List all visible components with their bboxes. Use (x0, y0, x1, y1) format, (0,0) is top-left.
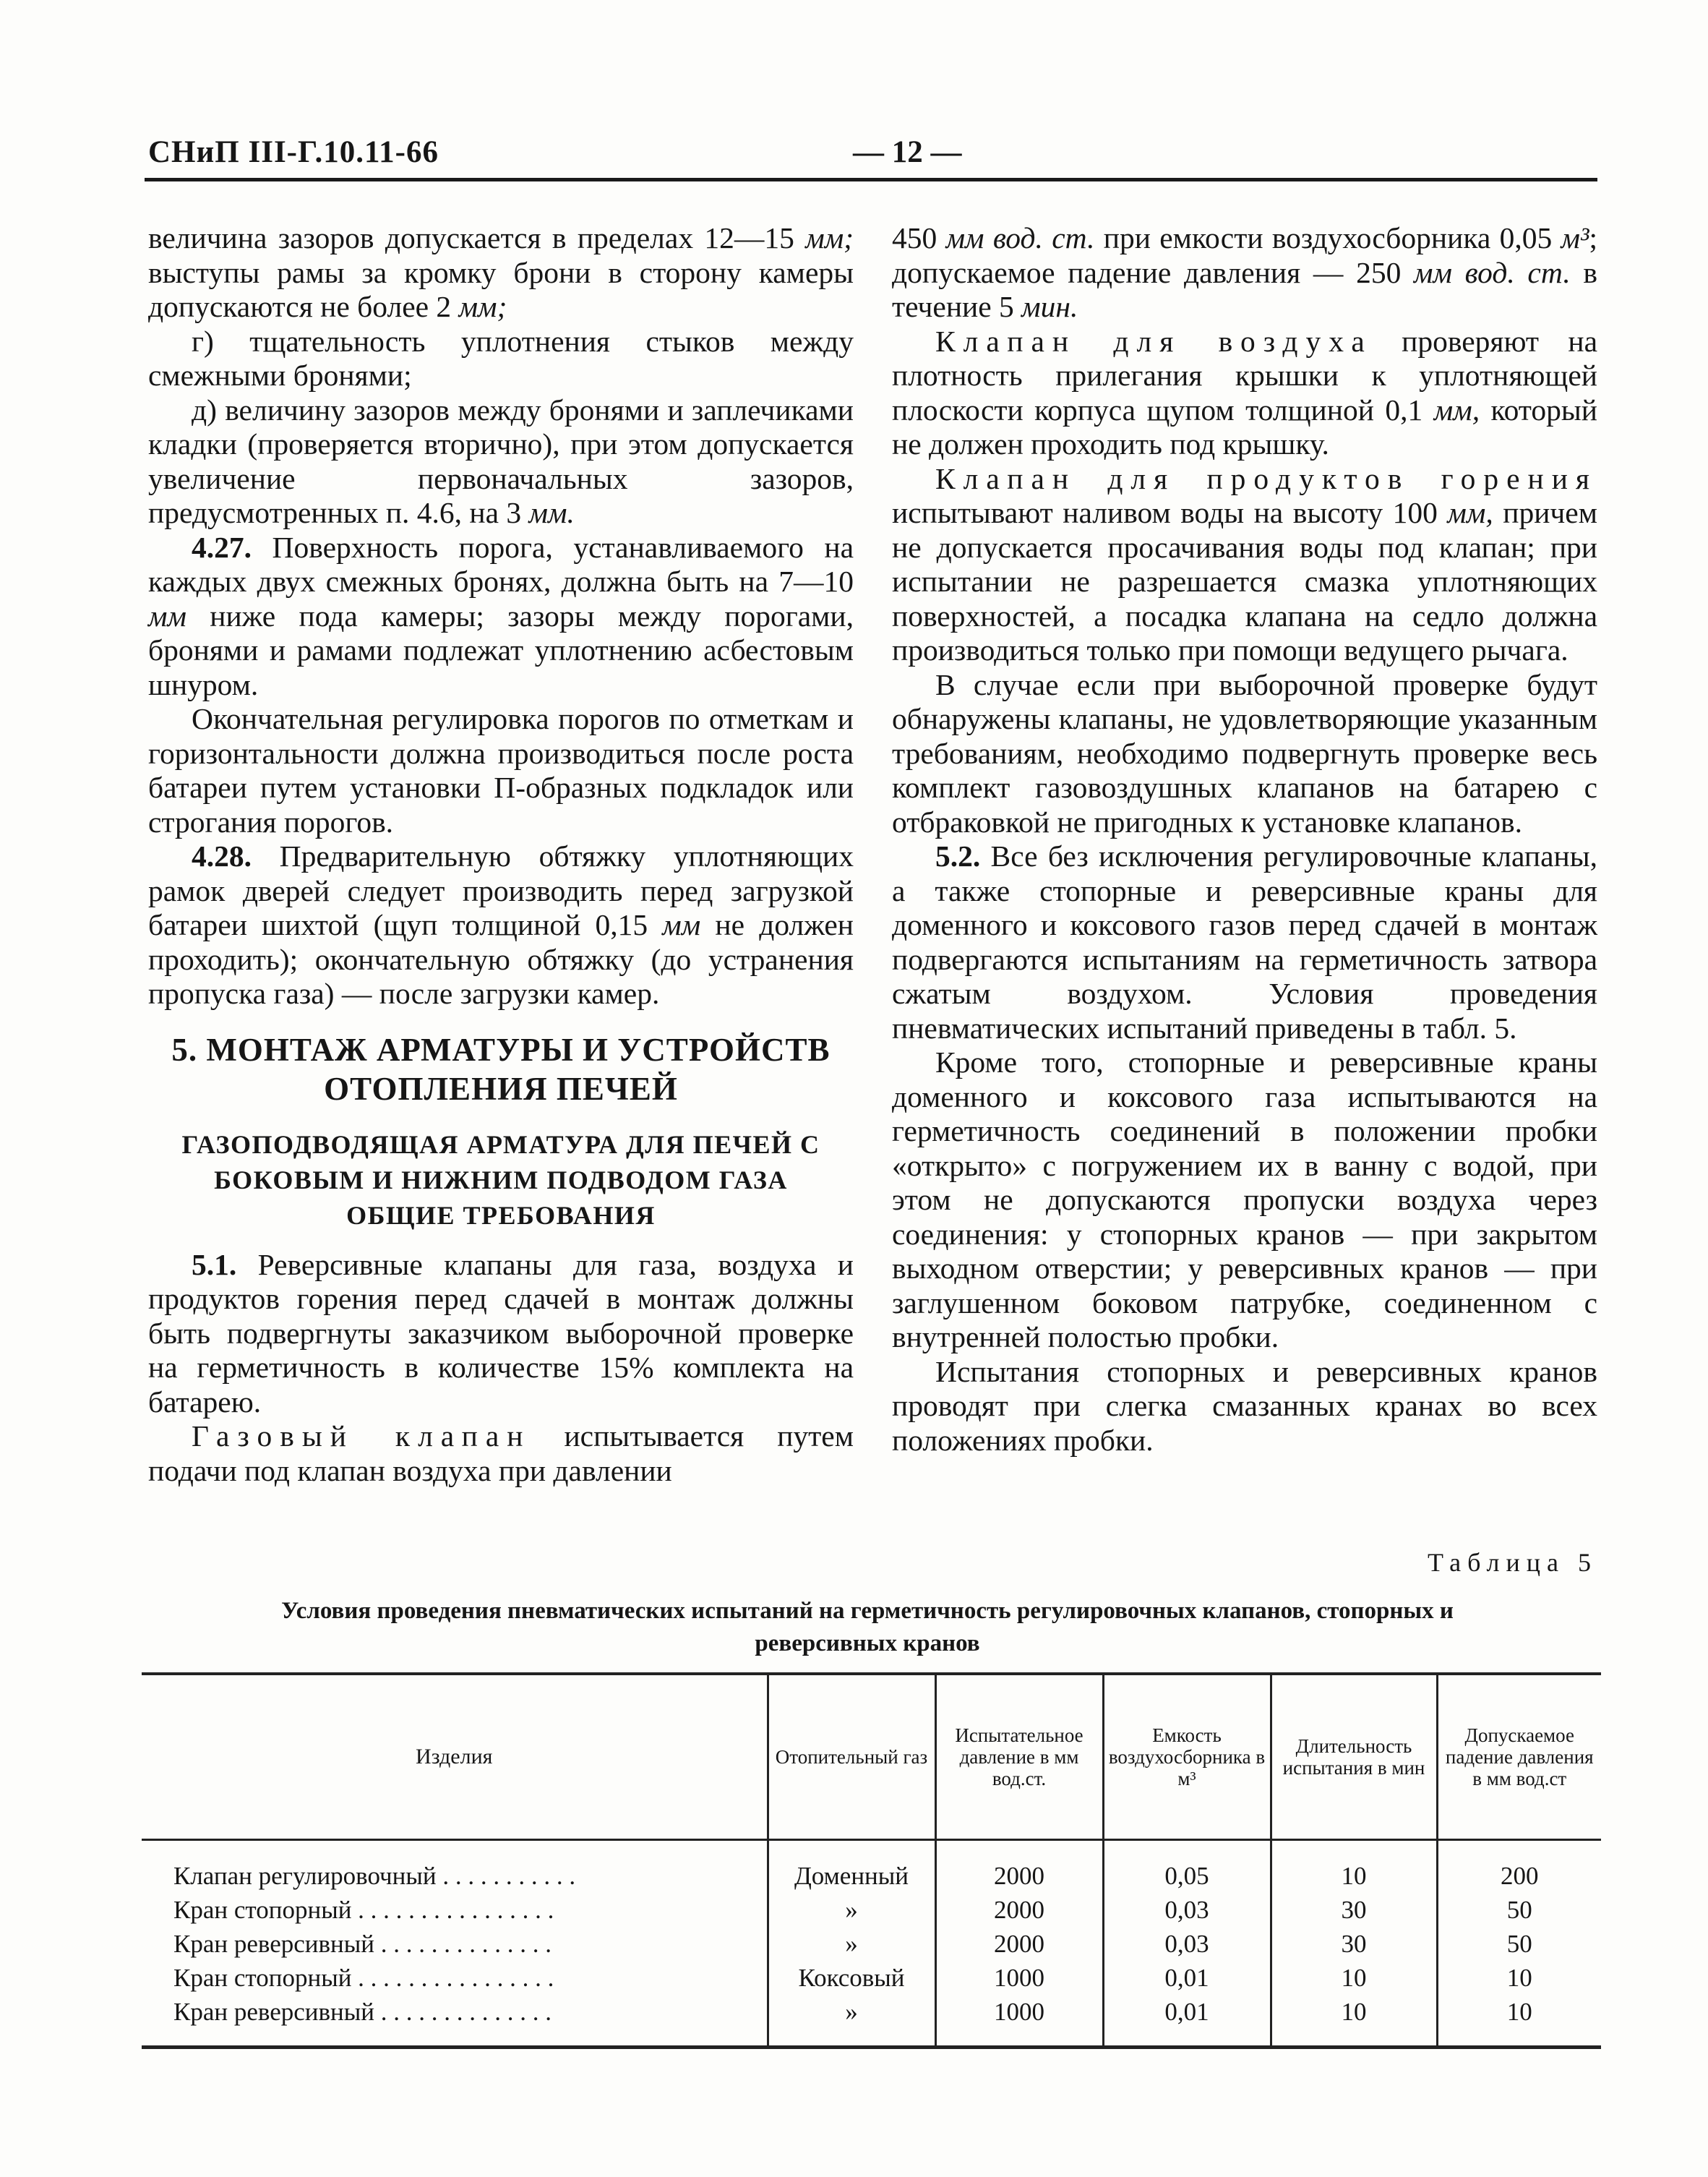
cell-gas: Коксовый (768, 1961, 935, 1995)
paragraph-4-28: 4.28. Предварительную обтяжку уплотняющих рамок дверей следует производить перед загрузкой батареи шихтой (щуп толщиной 0,15 мм не должен проходить); окончательную обтяжку (до устранения пропуска газа) — после загрузки камер. (148, 839, 854, 1010)
paragraph-gas-valve-continued: 450 мм вод. ст. при емкости воздухосборника 0,05 м³; допускаемое падение давления — 250 мм вод. ст. в течение 5 мин. (892, 221, 1598, 323)
paragraph-final-adjustment: Окончательная регулировка порогов по отметкам и горизонтальности должна производиться после роста батареи путем установки П-образных подкладок или строгания порогов. (148, 702, 854, 839)
cell-item: Кран стопорный . . . . . . . . . . . . . . . . (142, 1893, 768, 1927)
cell-drop: 10 (1437, 1995, 1601, 2048)
cell-item: Кран реверсивный . . . . . . . . . . . . . . (142, 1995, 768, 2048)
table-caption: Условия проведения пневматических испытаний на герметичность регулировочных клапанов, стопорных и реверсивных кранов (281, 1598, 1454, 1656)
paragraph-item-d: д) величину зазоров между бронями и заплечиками кладки (проверяется вторично), при этом допускается увеличение первоначальных зазоров, предусмотренных п. 4.6, на 3 мм. (148, 393, 854, 529)
subsection-title: ГАЗОПОДВОДЯЩАЯ АРМАТУРА ДЛЯ ПЕЧЕЙ С БОКОВЫМ И НИЖНИМ ПОДВОДОМ ГАЗА ОБЩИЕ ТРЕБОВАНИЯ (181, 1129, 820, 1230)
header-duration: Длительность испытания в мин (1271, 1674, 1437, 1840)
header-gas: Отопительный газ (768, 1674, 935, 1840)
cell-drop: 200 (1437, 1840, 1601, 1894)
paragraph-5-1: 5.1. Реверсивные клапаны для газа, воздуха и продуктов горения перед сдачей в монтаж должны быть подвергнуты заказчиком выборочной проверке на герметичность в количестве 15% комплекта на батарею. (148, 1247, 854, 1419)
paragraph-item-g: г) тщательность уплотнения стыков между смежными бронями; (148, 324, 854, 392)
cell-gas: » (768, 1927, 935, 1961)
right-column (892, 221, 1597, 1458)
cell-pressure: 2000 (935, 1927, 1103, 1961)
cell-duration: 10 (1271, 1961, 1437, 1995)
cell-gas: » (768, 1995, 935, 2048)
table-row (142, 1995, 1601, 2048)
paragraph-5-2: 5.2. Все без исключения регулировочные клапаны, а также стопорные и реверсивные краны для доменного и коксового газов перед сдачей в монтаж подвергаются испытаниям на герметичность затвора сжатым воздухом. Условия проведения пневматических испытаний приведены в табл. 5. (892, 839, 1597, 1045)
table-row (142, 1840, 1601, 1894)
table-row (142, 1927, 1601, 1961)
cell-duration: 30 (1271, 1927, 1437, 1961)
paragraph-joint-testing: Кроме того, стопорные и реверсивные краны доменного и коксового газа испытываются на герметичность соединений в положении пробки «открыто» с погружением их в ванну с водой, при этом не допускаются пропуски воздуха через соединения: у стопорных кранов — при закрытом выходном отверстии; у реверсивных кранов — при заглушенном боковом патрубке, соединенном с внутренней полостью пробки. (892, 1045, 1597, 1353)
paragraph-inspection-failure: В случае если при выборочной проверке будут обнаружены клапаны, не удовлетворяющие указанным требованиям, необходимо подвергнуть проверке весь комплект газовоздушных клапанов на батарею с отбраковкой не пригодных к установке клапанов. (892, 667, 1597, 839)
page-number: — 12 — (853, 135, 962, 169)
cell-item: Кран стопорный . . . . . . . . . . . . . . . . (142, 1961, 768, 1995)
section-title: 5. МОНТАЖ АРМАТУРЫ И УСТРОЙСТВ ОТОПЛЕНИЯ ПЕЧЕЙ (171, 1031, 831, 1107)
cell-volume: 0,03 (1103, 1927, 1271, 1961)
cell-gas: » (768, 1893, 935, 1927)
header-drop: Допускаемое падение давления в мм вод.ст (1437, 1674, 1601, 1840)
cell-pressure: 2000 (935, 1893, 1103, 1927)
cell-pressure: 1000 (935, 1961, 1103, 1995)
table-row (142, 1893, 1601, 1927)
cell-duration: 10 (1271, 1840, 1437, 1894)
cell-drop: 10 (1437, 1961, 1601, 1995)
cell-volume: 0,01 (1103, 1961, 1271, 1995)
cell-pressure: 1000 (935, 1995, 1103, 2048)
cell-item: Кран реверсивный . . . . . . . . . . . . . . (142, 1927, 768, 1961)
cell-duration: 30 (1271, 1893, 1437, 1927)
header-item: Изделия (142, 1674, 768, 1840)
left-column (148, 221, 854, 1488)
cell-volume: 0,05 (1103, 1840, 1271, 1894)
cell-pressure: 2000 (935, 1840, 1103, 1894)
paragraph-valve-testing: Испытания стопорных и реверсивных кранов проводят при слегка смазанных кранах во всех положениях пробки. (892, 1354, 1597, 1457)
cell-drop: 50 (1437, 1893, 1601, 1927)
cell-gas: Доменный (768, 1840, 935, 1894)
paragraph-4-27: 4.27. Поверхность порога, устанавливаемого на каждых двух смежных бронях, должна быть на 7—10 мм ниже пода камеры; зазоры между порогами, бронями и рамами подлежат уплотнению асбестовым шнуром. (148, 530, 854, 701)
cell-duration: 10 (1271, 1995, 1437, 2048)
paragraph-gas-valve: Газовый клапан испытывается путем подачи под клапан воздуха при давлении (148, 1419, 854, 1487)
paragraph-gap-tolerance: величина зазоров допускается в пределах 12—15 мм; выступы рамы за кромку брони в сторону камеры допускаются не более 2 мм; (148, 221, 854, 323)
header-volume: Емкость воздухосборника в м³ (1103, 1674, 1271, 1840)
paragraph-combustion-valve: Клапан для продуктов горения испытывают наливом воды на высоту 100 мм, причем не допускается просачивания воды под клапан; при испытании не разрешается смазка уплотняющих поверхностей, а посадка клапана на седло должна производиться только при помощи ведущего рычага. (892, 461, 1597, 667)
test-conditions-table (142, 1672, 1601, 2049)
document-code: СНиП III-Г.10.11-66 (148, 135, 439, 169)
cell-item: Клапан регулировочный . . . . . . . . . . . (142, 1840, 768, 1894)
cell-volume: 0,01 (1103, 1995, 1271, 2048)
table-row (142, 1961, 1601, 1995)
header-rule (145, 178, 1597, 181)
paragraph-air-valve: Клапан для воздуха проверяют на плотность прилегания крышки к уплотняющей плоскости корпуса щупом толщиной 0,1 мм, который не должен проходить под крышку. (892, 324, 1597, 461)
cell-volume: 0,03 (1103, 1893, 1271, 1927)
table-label: Таблица 5 (1428, 1548, 1597, 1577)
page-header (148, 134, 1594, 176)
cell-drop: 50 (1437, 1927, 1601, 1961)
table-header-row (142, 1674, 1601, 1840)
header-pressure: Испытательное давление в мм вод.ст. (935, 1674, 1103, 1840)
